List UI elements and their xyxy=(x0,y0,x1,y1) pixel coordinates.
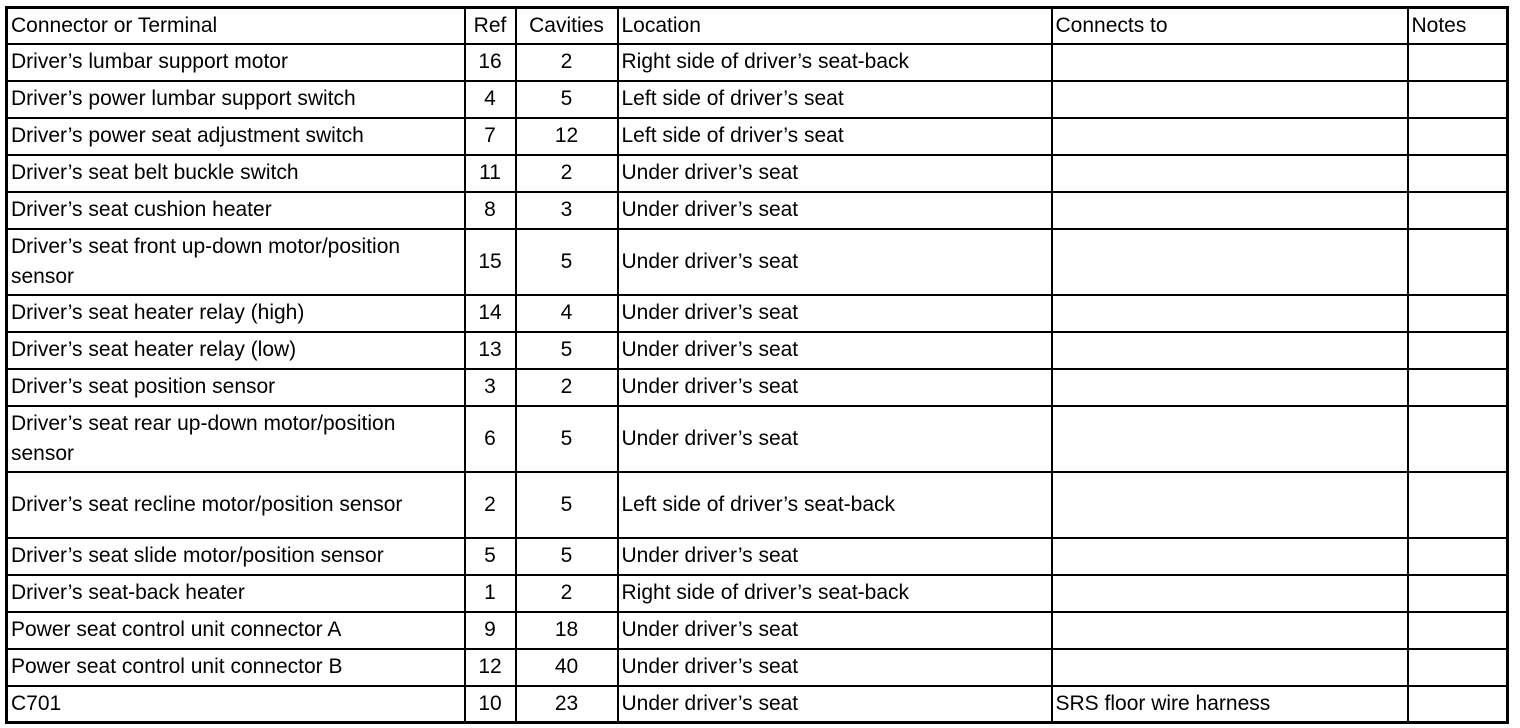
cell-location: Under driver’s seat xyxy=(618,295,1052,332)
cell-ref: 9 xyxy=(465,612,516,649)
table-row xyxy=(7,472,1508,538)
cell-connector: Driver’s lumbar support motor xyxy=(7,44,465,81)
cell-notes xyxy=(1408,472,1508,538)
cell-cavities: 12 xyxy=(516,118,618,155)
cell-connects-to xyxy=(1052,369,1408,406)
cell-location: Under driver’s seat xyxy=(618,369,1052,406)
cell-cavities: 2 xyxy=(516,44,618,81)
cell-connector: Driver’s seat belt buckle switch xyxy=(7,155,465,192)
cell-ref: 12 xyxy=(465,649,516,686)
cell-notes xyxy=(1408,44,1508,81)
cell-cavities: 40 xyxy=(516,649,618,686)
table-row xyxy=(7,538,1508,575)
header-row xyxy=(7,8,1508,44)
cell-cavities: 2 xyxy=(516,155,618,192)
cell-notes xyxy=(1408,332,1508,369)
table-row xyxy=(7,81,1508,118)
table-row xyxy=(7,686,1508,723)
cell-connector: C701 xyxy=(7,686,465,723)
table-row xyxy=(7,229,1508,295)
cell-ref: 16 xyxy=(465,44,516,81)
cell-ref: 1 xyxy=(465,575,516,612)
table-row xyxy=(7,406,1508,472)
cell-location: Left side of driver’s seat xyxy=(618,81,1052,118)
cell-ref: 14 xyxy=(465,295,516,332)
cell-location: Under driver’s seat xyxy=(618,332,1052,369)
header-location: Location xyxy=(618,8,1052,44)
cell-connector: Power seat control unit connector B xyxy=(7,649,465,686)
cell-location: Under driver’s seat xyxy=(618,612,1052,649)
cell-connector: Driver’s seat-back heater xyxy=(7,575,465,612)
cell-ref: 8 xyxy=(465,192,516,229)
cell-cavities: 4 xyxy=(516,295,618,332)
cell-location: Left side of driver’s seat-back xyxy=(618,472,1052,538)
cell-ref: 3 xyxy=(465,369,516,406)
cell-connects-to xyxy=(1052,332,1408,369)
cell-location: Right side of driver’s seat-back xyxy=(618,44,1052,81)
cell-notes xyxy=(1408,118,1508,155)
cell-location: Under driver’s seat xyxy=(618,686,1052,723)
table-row xyxy=(7,118,1508,155)
cell-ref: 2 xyxy=(465,472,516,538)
table-row xyxy=(7,44,1508,81)
cell-notes xyxy=(1408,575,1508,612)
cell-connector: Driver’s power lumbar support switch xyxy=(7,81,465,118)
cell-connector: Driver’s seat cushion heater xyxy=(7,192,465,229)
cell-notes xyxy=(1408,538,1508,575)
cell-location: Under driver’s seat xyxy=(618,192,1052,229)
cell-connector: Driver’s seat heater relay (high) xyxy=(7,295,465,332)
cell-cavities: 5 xyxy=(516,332,618,369)
table-row xyxy=(7,575,1508,612)
cell-connects-to xyxy=(1052,575,1408,612)
cell-connector: Driver’s power seat adjustment switch xyxy=(7,118,465,155)
header-notes: Notes xyxy=(1408,8,1508,44)
table-row xyxy=(7,649,1508,686)
cell-ref: 5 xyxy=(465,538,516,575)
header-ref: Ref xyxy=(465,8,516,44)
cell-location: Right side of driver’s seat-back xyxy=(618,575,1052,612)
cell-connects-to xyxy=(1052,472,1408,538)
cell-notes xyxy=(1408,229,1508,295)
cell-connects-to xyxy=(1052,118,1408,155)
cell-location: Left side of driver’s seat xyxy=(618,118,1052,155)
cell-cavities: 23 xyxy=(516,686,618,723)
cell-cavities: 2 xyxy=(516,575,618,612)
header-cavities: Cavities xyxy=(516,8,618,44)
cell-cavities: 5 xyxy=(516,472,618,538)
cell-ref: 4 xyxy=(465,81,516,118)
cell-location: Under driver’s seat xyxy=(618,649,1052,686)
table-row xyxy=(7,192,1508,229)
cell-connects-to xyxy=(1052,406,1408,472)
cell-connector: Driver’s seat rear up-down motor/position sensor xyxy=(7,406,465,472)
header-connects-to: Connects to xyxy=(1052,8,1408,44)
table-row xyxy=(7,369,1508,406)
cell-location: Under driver’s seat xyxy=(618,538,1052,575)
cell-connector: Driver’s seat front up-down motor/position sensor xyxy=(7,229,465,295)
cell-ref: 6 xyxy=(465,406,516,472)
cell-connects-to xyxy=(1052,295,1408,332)
cell-cavities: 5 xyxy=(516,81,618,118)
cell-connector: Driver’s seat position sensor xyxy=(7,369,465,406)
cell-connects-to xyxy=(1052,538,1408,575)
cell-ref: 11 xyxy=(465,155,516,192)
cell-connects-to xyxy=(1052,44,1408,81)
table-row xyxy=(7,295,1508,332)
cell-cavities: 3 xyxy=(516,192,618,229)
cell-ref: 15 xyxy=(465,229,516,295)
cell-location: Under driver’s seat xyxy=(618,155,1052,192)
connector-table xyxy=(5,6,1509,724)
cell-cavities: 5 xyxy=(516,538,618,575)
cell-ref: 10 xyxy=(465,686,516,723)
cell-notes xyxy=(1408,295,1508,332)
cell-connector: Driver’s seat slide motor/position sensor xyxy=(7,538,465,575)
cell-connects-to xyxy=(1052,155,1408,192)
cell-notes xyxy=(1408,192,1508,229)
cell-connector: Driver’s seat heater relay (low) xyxy=(7,332,465,369)
cell-cavities: 2 xyxy=(516,369,618,406)
cell-location: Under driver’s seat xyxy=(618,229,1052,295)
cell-connects-to: SRS floor wire harness xyxy=(1052,686,1408,723)
cell-connects-to xyxy=(1052,229,1408,295)
cell-notes xyxy=(1408,649,1508,686)
cell-notes xyxy=(1408,406,1508,472)
cell-connects-to xyxy=(1052,81,1408,118)
table-row xyxy=(7,612,1508,649)
cell-ref: 7 xyxy=(465,118,516,155)
table-row xyxy=(7,155,1508,192)
cell-connector: Driver’s seat recline motor/position sensor xyxy=(7,472,465,538)
cell-location: Under driver’s seat xyxy=(618,406,1052,472)
cell-ref: 13 xyxy=(465,332,516,369)
cell-notes xyxy=(1408,81,1508,118)
cell-connector: Power seat control unit connector A xyxy=(7,612,465,649)
header-connector: Connector or Terminal xyxy=(7,8,465,44)
cell-notes xyxy=(1408,155,1508,192)
cell-cavities: 5 xyxy=(516,406,618,472)
cell-connects-to xyxy=(1052,192,1408,229)
cell-notes xyxy=(1408,612,1508,649)
cell-notes xyxy=(1408,369,1508,406)
cell-cavities: 5 xyxy=(516,229,618,295)
cell-notes xyxy=(1408,686,1508,723)
cell-connects-to xyxy=(1052,649,1408,686)
cell-cavities: 18 xyxy=(516,612,618,649)
cell-connects-to xyxy=(1052,612,1408,649)
table-row xyxy=(7,332,1508,369)
